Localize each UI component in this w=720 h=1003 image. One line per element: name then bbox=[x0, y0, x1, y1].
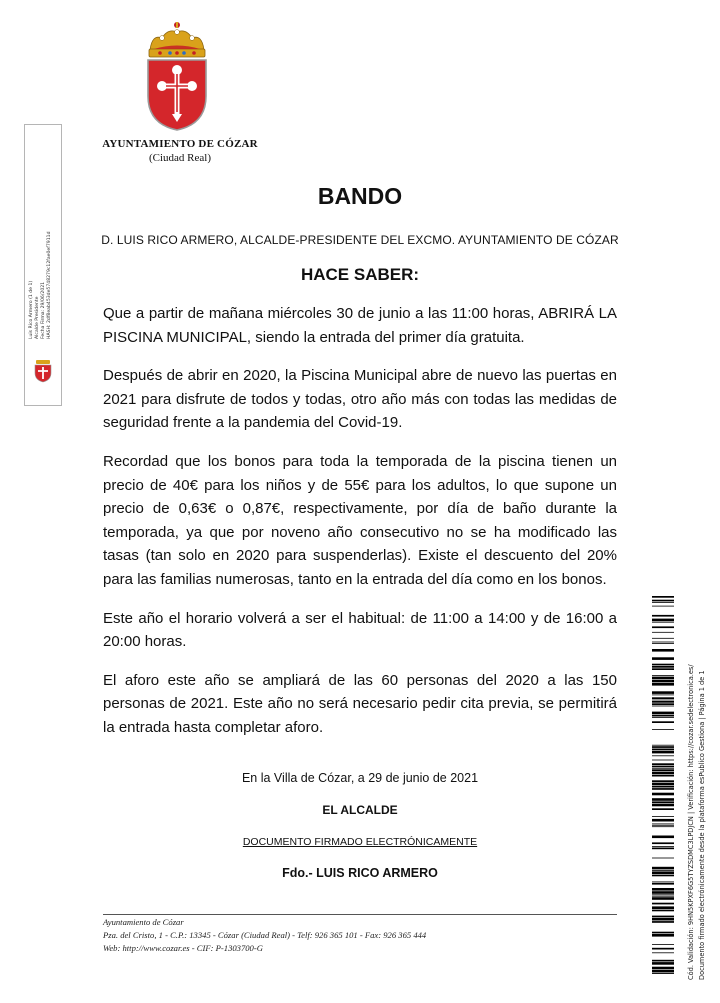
paragraph: El aforo este año se ampliará de las 60 personas del 2020 a las 150 personas de 2021. Este año no será necesario pedir cita previa, se permitirá la entrada hasta completar aforo. bbox=[103, 671, 617, 736]
document-subtitle: HACE SABER: bbox=[300, 265, 420, 284]
paragraph: Que a partir de mañana miércoles 30 de junio a las 11:00 horas, ABRIRÁ LA PISCINA MUNICIPAL, siendo la entrada del primer día gratuita. bbox=[103, 305, 617, 346]
org-subtitle: (Ciudad Real) bbox=[148, 152, 211, 164]
small-coat-of-arms-icon bbox=[30, 357, 56, 383]
signer-role: EL ALCALDE bbox=[322, 803, 398, 817]
document-title: BANDO bbox=[317, 183, 403, 209]
footer-address: Pza. del Cristo, 1 - C.P.: 13345 - Cózar (Ciudad Real) - Telf: 926 365 101 - Fax: 926 365 444 bbox=[103, 930, 427, 940]
verification-code: Cód. Validación: 9HN5KPXF6G5TYZSDMC3LPDJCN | Verificación: https://cozar.sedelectronica.es/ bbox=[687, 664, 695, 980]
footer-divider bbox=[103, 914, 617, 915]
verification-platform: Documento firmado electrónicamente desde la plataforma esPublico Gestiona | Página 1 de 1 bbox=[698, 670, 706, 980]
coat-of-arms-icon bbox=[140, 20, 214, 132]
place-date: En la Villa de Cózar, a 29 de junio de 2021 bbox=[241, 771, 479, 785]
paragraph: Este año el horario volverá a ser el habitual: de 11:00 a 14:00 y de 16:00 a 20:00 horas. bbox=[103, 609, 617, 651]
signer-name: Fdo.- LUIS RICO ARMERO bbox=[282, 866, 438, 880]
stamp-line-name: Luis Rico Armero (1 de 1) bbox=[29, 280, 34, 339]
footer-web: Web: http://www.cozar.es - CIF: P-1303700-G bbox=[103, 943, 263, 953]
stamp-line-date: Fecha Firma: 29/06/2021 bbox=[41, 281, 46, 339]
paragraph: Después de abrir en 2020, la Piscina Municipal abre de nuevo las puertas en 2021 para disfrute de todos y todas, otro año más con todas las medidas de seguridad frente a la pandemia del Covid-19. bbox=[103, 367, 617, 432]
footer-org: Ayuntamiento de Cózar bbox=[103, 917, 184, 927]
document-intro: D. LUIS RICO ARMERO, ALCALDE-PRESIDENTE DEL EXCMO. AYUNTAMIENTO DE CÓZAR bbox=[101, 233, 619, 247]
paragraph: Recordad que los bonos para toda la temporada de la piscina tienen un precio de 40€ para los niños y de 55€ para los adultos, lo que supone un precio de 0,63€ o 0,87€, respectivamente, por día de baño durante la temporada, ya que por noveno año consecutivo no se ha modificado las tasas (tan solo en 2020 para suspenderlas). Existe el descuento del 20% para las familias numerosas, tanto en la entrada del día como en los bonos. bbox=[103, 452, 617, 588]
org-name: AYUNTAMIENTO DE CÓZAR bbox=[102, 138, 258, 150]
stamp-line-role: Alcalde Presidente bbox=[35, 296, 40, 339]
document-body bbox=[103, 302, 617, 755]
stamp-line-hash: HASH: 2df8eab453de5748279c12fae0ef7911d bbox=[47, 231, 52, 339]
barcode-icon bbox=[652, 596, 674, 974]
signed-note: DOCUMENTO FIRMADO ELECTRÓNICAMENTE bbox=[242, 836, 478, 848]
